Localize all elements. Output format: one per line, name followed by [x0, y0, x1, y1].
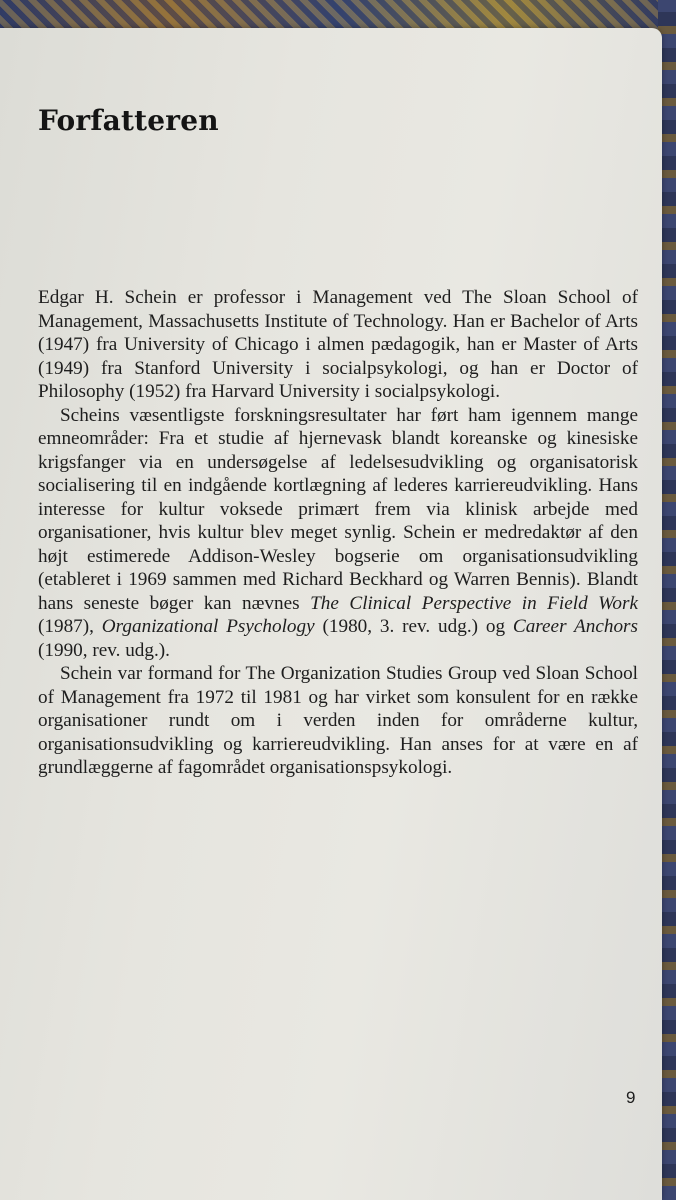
- author-bio: [38, 286, 638, 780]
- paragraph-2-text: Scheins væsentligste forskningsresultater har ført ham igennem mange emneområder: Fra et studie af hjernevask blandt koreanske og kinesiske krigsfanger via en undersøgelse af ledelsesudvikling og organisatorisk socialisering til en indgående kortlægning af lederes karriereudvikling. Hans interesse for kultur voksede primært frem via klinisk arbejde med organisationer, hvis kultur blev meget synlig. Schein er medredaktør af den højt estimerede Addison-Wesley bogserie om organisationsudvikling (etableret i 1969 sammen med Richard Beckhard og Warren Bennis). Blandt hans seneste bøger kan nævnes: [38, 404, 638, 614]
- book-page: [0, 28, 662, 1200]
- bio-paragraph-2: [38, 404, 638, 663]
- book-3-detail: (1990, rev. udg.).: [38, 639, 170, 661]
- book-title-organizational-psychology: Organizational Psychology: [101, 616, 315, 637]
- bio-paragraph-1: Edgar H. Schein er professor i Management ved The Sloan School of Management, Massachusetts Institute of Technology. Han er Bachelor of Arts (1947) fra University of Chicago i almen pædagogik, han er Master of Arts (1949) fra Stanford University i socialpsykologi, og han er Doctor of Philosophy (1952) fra Harvard University i socialpsykologi.: [38, 287, 638, 402]
- book-title-clinical-perspective: The Clinical Perspective in Field Work: [310, 592, 638, 614]
- book-1-detail: (1987),: [38, 616, 102, 637]
- page-number: 9: [626, 1088, 636, 1107]
- book-title-career-anchors: Career Anchors: [512, 616, 638, 637]
- book-2-detail: (1980, 3. rev. udg.) og: [314, 616, 513, 637]
- chapter-title: Forfatteren: [38, 104, 219, 137]
- bio-paragraph-3: Schein var formand for The Organization Studies Group ved Sloan School of Management fra 1972 til 1981 og har virket som konsulent for en række organisationer rundt om i verden inden for områderne kultur, organisationsudvikling og karriereudvikling. Han anses for at være en af grundlæggerne af fagområdet organisationspsykologi.: [38, 663, 638, 778]
